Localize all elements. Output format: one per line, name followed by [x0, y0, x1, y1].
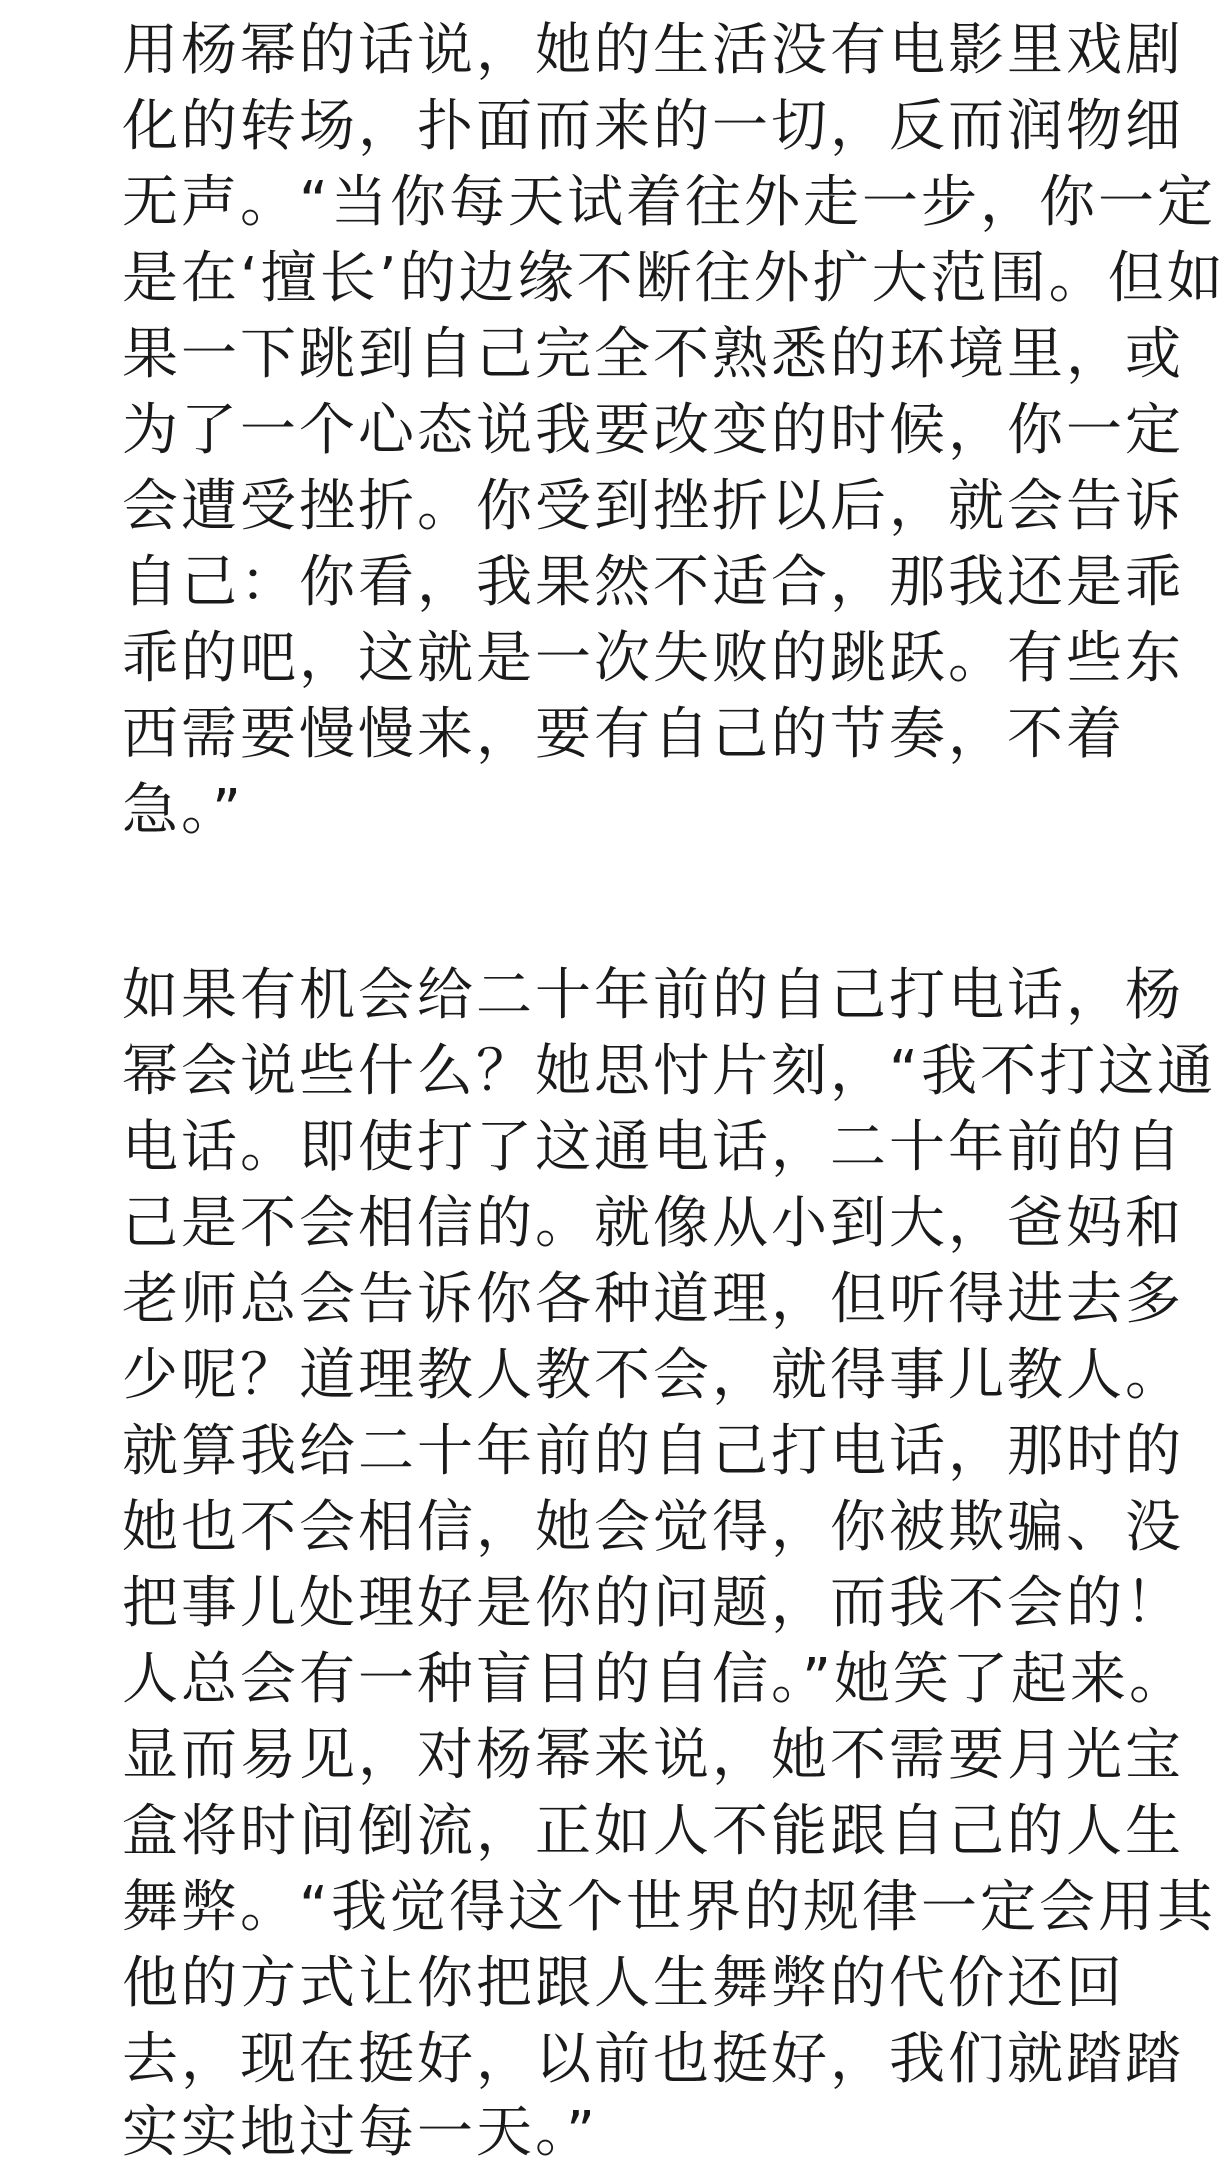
text-line: 把事儿处理好是你的问题，而我不会的！ — [122, 1571, 1184, 1636]
text-line: 会遭受挫折。你受到挫折以后，就会告诉 — [122, 474, 1184, 539]
text-line: 幂会说些什么？她思忖片刻，“我不打这通 — [122, 1039, 1217, 1104]
text-line: 他的方式让你把跟人生舞弊的代价还回 — [122, 1951, 1125, 2016]
text-line: 舞弊。“我觉得这个世界的规律一定会用其 — [122, 1875, 1217, 1940]
text-line: 电话。即使打了这通电话，二十年前的自 — [122, 1115, 1184, 1180]
text-line: 显而易见，对杨幂来说，她不需要月光宝 — [122, 1723, 1184, 1788]
text-line: 盒将时间倒流，正如人不能跟自己的人生 — [122, 1799, 1184, 1864]
text-line: 乖的吧，这就是一次失败的跳跃。有些东 — [122, 626, 1184, 691]
text-line: 她也不会相信，她会觉得，你被欺骗、没 — [122, 1495, 1184, 1560]
text-line: 如果有机会给二十年前的自己打电话，杨 — [122, 963, 1184, 1028]
text-line: 自己：你看，我果然不适合，那我还是乖 — [122, 550, 1184, 615]
text-line: 化的转场，扑面而来的一切，反而润物细 — [122, 94, 1184, 159]
text-line: 是在‘擅长’的边缘不断往外扩大范围。但如 — [122, 246, 1226, 311]
text-line: 人总会有一种盲目的自信。”她笑了起来。 — [122, 1647, 1189, 1712]
text-line: 无声。“当你每天试着往外走一步，你一定 — [122, 170, 1217, 235]
text-line: 少呢？道理教人教不会，就得事儿教人。 — [122, 1343, 1184, 1408]
text-line: 就算我给二十年前的自己打电话，那时的 — [122, 1419, 1184, 1484]
text-line: 用杨幂的话说，她的生活没有电影里戏剧 — [122, 18, 1184, 83]
text-line: 急。” — [122, 778, 245, 843]
text-line: 西需要慢慢来，要有自己的节奏，不着 — [122, 702, 1125, 767]
article-body — [122, 0, 1226, 2170]
text-line: 老师总会告诉你各种道理，但听得进去多 — [122, 1267, 1184, 1332]
text-line: 为了一个心态说我要改变的时候，你一定 — [122, 398, 1184, 463]
text-line: 实实地过每一天。” — [122, 2100, 599, 2165]
text-line: 己是不会相信的。就像从小到大，爸妈和 — [122, 1191, 1184, 1256]
text-line: 去，现在挺好，以前也挺好，我们就踏踏 — [122, 2027, 1184, 2092]
text-line: 果一下跳到自己完全不熟悉的环境里，或 — [122, 322, 1184, 387]
